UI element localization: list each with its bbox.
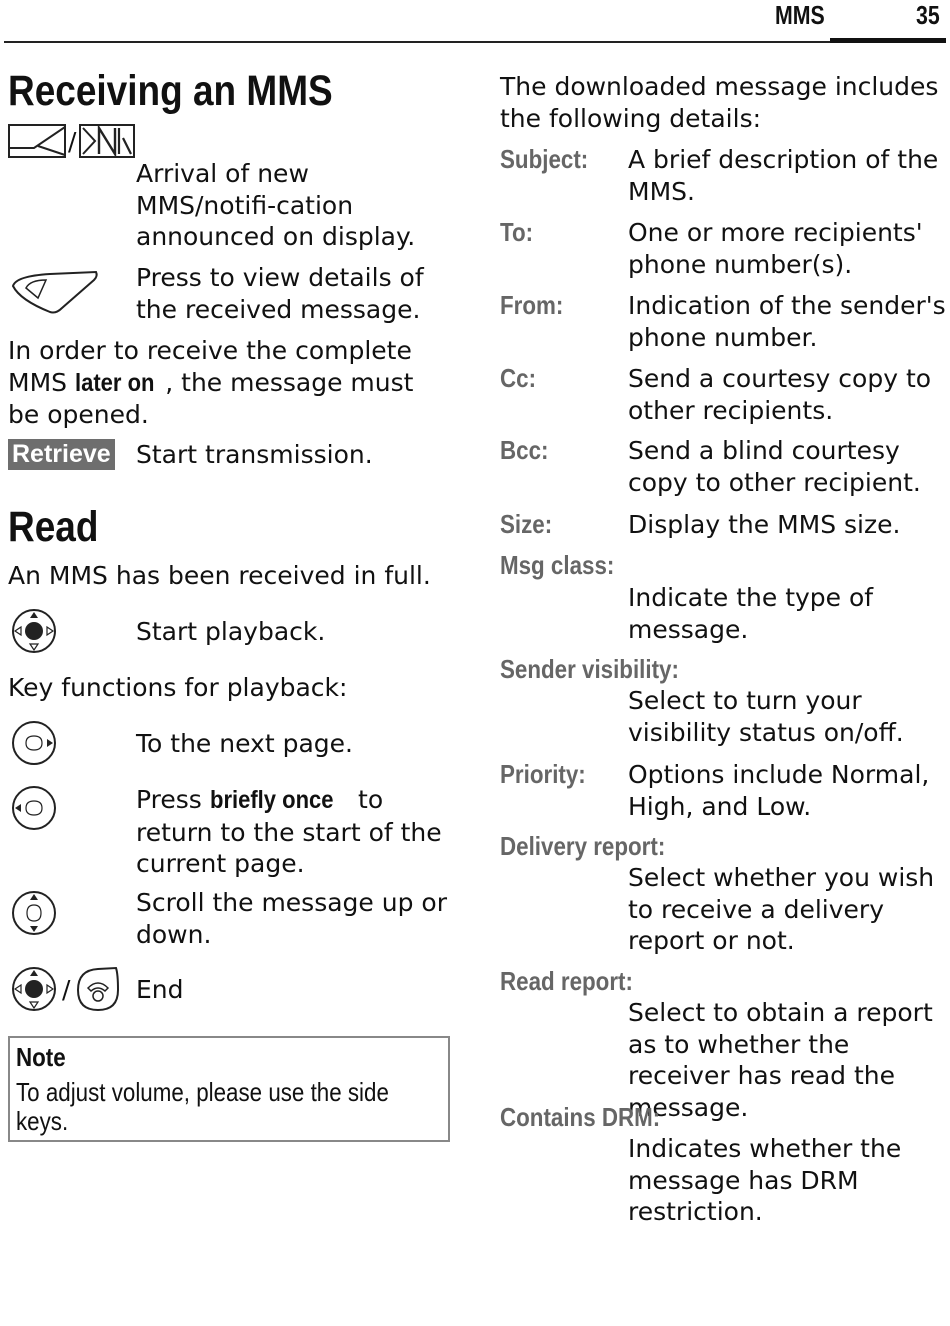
term-sender-visibility: Sender visibility:	[500, 654, 679, 684]
scroll-text: Scroll the message up or down.	[136, 888, 447, 949]
mms-notification-icon	[79, 124, 135, 158]
term-priority: Priority:	[500, 759, 586, 789]
header-rule-accent	[830, 38, 946, 43]
nav-key-center-icon	[10, 608, 58, 654]
term-delivery-report: Delivery report:	[500, 831, 666, 861]
def-sender-visibility: Select to turn your visibility status on/off.	[628, 686, 904, 747]
def-delivery-report: Select whether you wish to receive a delivery report or not.	[628, 863, 935, 955]
end-icon-separator: /	[62, 975, 71, 1004]
running-header-section: MMS	[775, 0, 825, 30]
next-page-text: To the next page.	[136, 729, 353, 758]
retrieve-text: Start transmission.	[136, 440, 373, 469]
details-intro: The downloaded message includes the following details:	[500, 72, 939, 133]
nav-key-right-icon	[10, 720, 58, 766]
def-read-report: Select to obtain a report as to whether the receiver has read the message.	[628, 998, 933, 1122]
term-read-report: Read report:	[500, 966, 633, 996]
def-subject: A brief description of the MMS.	[628, 145, 939, 206]
def-bcc: Send a blind courtesy copy to other recipient.	[628, 436, 921, 497]
read-intro: An MMS has been received in full.	[8, 561, 431, 590]
def-msg-class: Indicate the type of message.	[628, 583, 874, 644]
icon-separator: /	[68, 127, 77, 156]
nav-key-up-down-icon	[10, 890, 58, 936]
note-text: To adjust volume, please use the side keys.	[16, 1077, 389, 1136]
term-to: To:	[500, 217, 534, 247]
term-cc: Cc:	[500, 363, 537, 393]
complete-mms-paragraph: In order to receive the complete MMS later on , the message must be opened.	[8, 336, 414, 429]
term-contains-drm: Contains DRM:	[500, 1102, 661, 1132]
page-number: 35	[916, 0, 940, 30]
arrival-text: Arrival of new MMS/notifi-cation announced on display.	[136, 159, 416, 251]
nav-key-center-icon-2	[10, 966, 58, 1012]
def-contains-drm: Indicates whether the message has DRM restriction.	[628, 1134, 902, 1226]
section-title-receiving: Receiving an MMS	[8, 67, 333, 115]
def-cc: Send a courtesy copy to other recipients.	[628, 364, 932, 425]
note-box	[8, 1036, 450, 1142]
term-subject: Subject:	[500, 144, 589, 174]
nav-key-left-icon	[10, 785, 58, 831]
def-from: Indication of the sender's phone number.	[628, 291, 946, 352]
note-title: Note	[16, 1042, 66, 1072]
left-softkey-icon	[10, 268, 100, 316]
def-priority: Options include Normal, High, and Low.	[628, 760, 930, 821]
start-playback-text: Start playback.	[136, 617, 326, 646]
key-functions-heading: Key functions for playback:	[8, 673, 348, 702]
end-call-key-icon	[74, 966, 120, 1012]
term-bcc: Bcc:	[500, 435, 549, 465]
end-text: End	[136, 975, 184, 1004]
term-msg-class: Msg class:	[500, 550, 615, 580]
header-rule	[4, 41, 946, 43]
retrieve-softkey[interactable]: Retrieve	[8, 439, 115, 470]
section-title-read: Read	[8, 503, 99, 551]
term-from: From:	[500, 290, 564, 320]
def-to: One or more recipients' phone number(s).	[628, 218, 923, 279]
mms-envelope-icon	[8, 124, 66, 158]
term-size: Size:	[500, 509, 553, 539]
press-details-text: Press to view details of the received message.	[136, 263, 424, 324]
press-briefly-text: Press briefly once to return to the start of the current page.	[136, 785, 442, 878]
def-size: Display the MMS size.	[628, 510, 901, 539]
